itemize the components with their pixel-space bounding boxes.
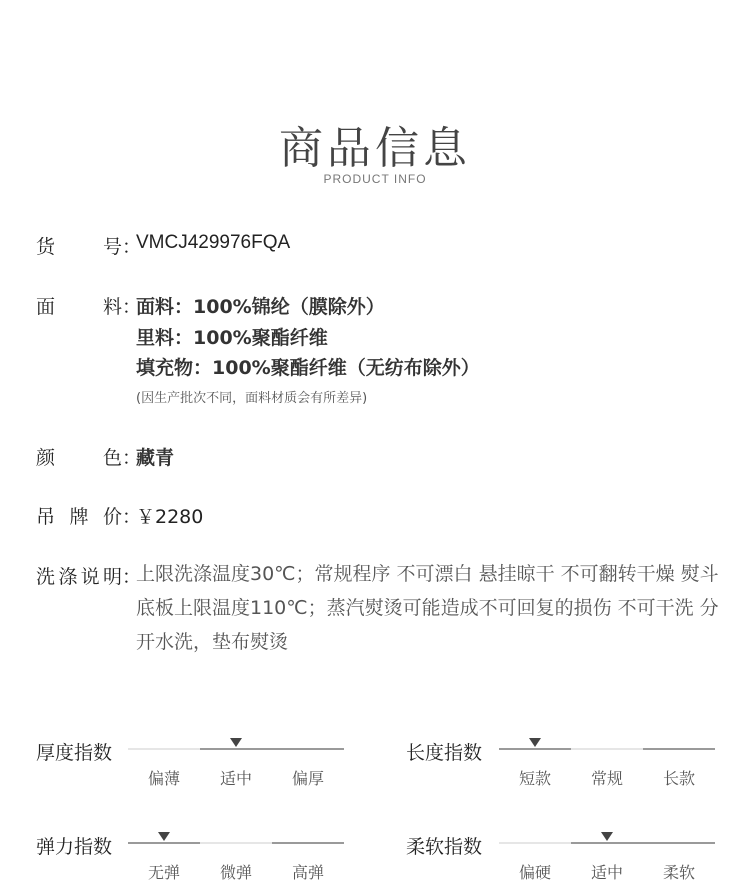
colon: ： [122,566,142,588]
index-segment [499,842,571,844]
index-option: 柔软 [662,863,695,882]
index-option: 适中 [590,863,623,882]
care-label-char: 洗 [36,566,56,588]
index-option: 高弹 [291,863,324,882]
color-label [36,443,122,470]
index-option: 适中 [219,769,252,788]
colon: ： [122,236,142,258]
index-segment [272,842,344,844]
care-label-char: 说 [80,566,100,588]
index-segment [128,748,200,750]
index-scale [499,748,715,788]
index-segment [128,842,200,844]
sku-value: VMCJ429976FQA [136,232,291,253]
index-option: 微弹 [219,863,252,882]
index-segment [571,748,643,750]
page-title: 商品信息 [279,123,471,174]
index-segment [272,748,344,750]
care-label [36,562,122,589]
page-subtitle: PRODUCT INFO [323,172,427,186]
color-label-char: 色 [102,447,122,469]
color-label-char: 颜 [36,447,56,469]
colon: ： [122,506,142,528]
index-name: 弹力指数 [36,836,113,858]
index-segment [571,842,643,844]
index-option: 常规 [590,769,623,788]
fabric-line: 面料：100%锦纶（膜除外） [136,296,385,318]
index-segment [200,748,272,750]
index-marker-icon [230,738,242,747]
index-segment [200,842,272,844]
care-label-char: 明 [102,566,122,588]
index-option: 无弹 [147,863,180,882]
index-marker-icon [529,738,541,747]
sku-label-char: 货 [36,236,56,258]
price-label-char: 价 [102,506,122,528]
fabric-label-char: 料 [102,296,122,318]
color-value: 藏青 [136,447,175,469]
index-option: 短款 [518,769,551,788]
fabric-label-char: 面 [36,296,56,318]
index-name: 长度指数 [406,742,483,764]
care-value: 上限洗涤温度30℃；常规程序 不可漂白 悬挂晾干 不可翻转干燥 熨斗底板上限温度110℃；蒸汽熨烫可能造成不可回复的损伤 不可干洗 分开水洗，垫布熨烫 [136,563,719,653]
index-segment [499,748,571,750]
fabric-line: 填充物：100%聚酯纤维（无纺布除外） [136,357,480,379]
index-segment [643,842,715,844]
index-marker-icon [158,832,170,841]
index-option: 偏硬 [518,863,551,882]
index-option: 长款 [662,769,695,788]
fabric-line: 里料：100%聚酯纤维 [136,327,328,349]
fabric-note: (因生产批次不同，面料材质会有所差异) [136,391,368,406]
index-scale [128,748,344,788]
index-name: 柔软指数 [406,836,483,858]
price-label-char: 牌 [69,506,89,528]
sku-label-char: 号 [102,236,122,258]
care-label-char: 涤 [58,566,78,588]
index-marker-icon [601,832,613,841]
price-label [36,502,122,529]
index-name: 厚度指数 [36,742,113,764]
index-option: 偏厚 [291,769,324,788]
price-label-char: 吊 [36,506,56,528]
index-segment [643,748,715,750]
index-scale [499,842,715,882]
index-option: 偏薄 [147,769,180,788]
price-value: ￥2280 [136,506,204,528]
colon: ： [122,296,142,318]
fabric-label [36,292,122,319]
index-scale [128,842,344,882]
sku-label [36,232,122,259]
colon: ： [122,447,142,469]
